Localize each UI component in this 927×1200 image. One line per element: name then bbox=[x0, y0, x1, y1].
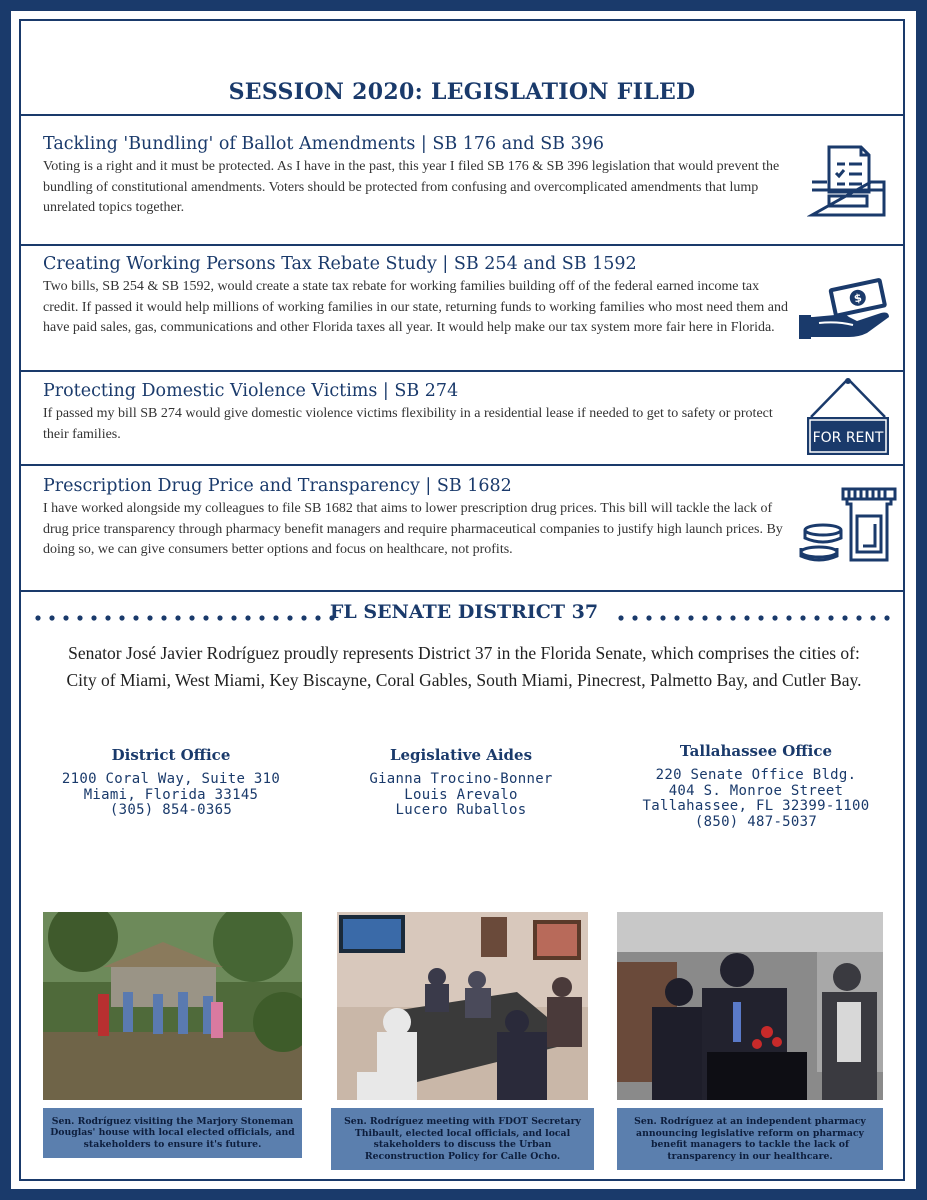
dotted-rule-right bbox=[618, 615, 898, 621]
dot bbox=[660, 615, 665, 620]
money-hand-icon bbox=[797, 277, 893, 344]
dot bbox=[786, 615, 791, 620]
photo-caption: Sen. Rodríguez visiting the Marjory Stoneman Douglas' house with local elected officials, and stakeholders to ensure it's future. bbox=[43, 1108, 302, 1158]
section-heading: Protecting Domestic Violence Victims | SB 274 bbox=[43, 381, 459, 401]
district-description: Senator José Javier Rodríguez proudly represents District 37 in the Florida Senate, which comprises the cities of: City of Miami, West Miami, Key Biscayne, Coral Gables, South Miami, Pinecrest, Palmetto Bay, and Cutler Bay. bbox=[66, 643, 862, 690]
ballot-box-icon bbox=[807, 144, 889, 223]
dot bbox=[646, 615, 651, 620]
divider bbox=[21, 244, 903, 246]
svg-text:$: $ bbox=[852, 291, 863, 306]
dot bbox=[884, 615, 889, 620]
address-line: 404 S. Monroe Street bbox=[668, 782, 844, 799]
legislative-aides bbox=[341, 746, 581, 819]
dot bbox=[842, 615, 847, 620]
dot bbox=[758, 615, 763, 620]
district-title: FL SENATE DISTRICT 37 bbox=[329, 601, 599, 623]
for-rent-label: FOR RENT bbox=[812, 430, 884, 446]
section-prescription-drugs bbox=[43, 475, 788, 561]
phone-number: (850) 487-5037 bbox=[694, 813, 818, 830]
dot bbox=[870, 615, 875, 620]
divider bbox=[21, 114, 903, 116]
section-tax-rebate bbox=[43, 253, 788, 339]
section-body: Voting is a right and it must be protected. As I have in the past, this year I filed SB 176 & SB 396 legislation that would prevent the bundling of constitutional amendments. Voters should be protected from confusing and overcomplicated amendments that lump unrelated topics together. bbox=[43, 159, 780, 215]
office-title: Legislative Aides bbox=[389, 746, 533, 764]
divider bbox=[21, 370, 903, 372]
photo-stoneman-douglas-house bbox=[43, 912, 302, 1100]
dot bbox=[702, 615, 707, 620]
page bbox=[11, 11, 916, 1189]
dot bbox=[674, 615, 679, 620]
section-heading: Tackling 'Bundling' of Ballot Amendments | SB 176 and SB 396 bbox=[43, 134, 605, 154]
dot bbox=[688, 615, 693, 620]
phone-number: (305) 854-0365 bbox=[109, 802, 233, 818]
for-rent-sign-icon bbox=[803, 377, 893, 464]
pill-bottle-icon bbox=[799, 486, 899, 569]
address-line: Tallahassee, FL 32399-1100 bbox=[642, 798, 870, 814]
section-body: I have worked alongside my colleagues to file SB 1682 that aims to lower prescription drug prices. This bill will tackle the lack of drug price transparency through pharmacy benefit managers and require pharmaceutical companies to justify high launch prices. By doing so, we can give consumers better options and focus on healthcare, not profits. bbox=[43, 501, 783, 557]
district-banner bbox=[35, 601, 893, 631]
page-title: SESSION 2020: LEGISLATION FILED bbox=[228, 79, 696, 105]
dot bbox=[744, 615, 749, 620]
dot bbox=[856, 615, 861, 620]
photo-caption: Sen. Rodríguez at an independent pharmacy announcing legislative reform on pharmacy benefit managers to tackle the lack of transparency in our healthcare. bbox=[617, 1108, 883, 1170]
dot bbox=[618, 615, 623, 620]
photo-fdot-meeting bbox=[337, 912, 588, 1100]
office-title: Tallahassee Office bbox=[679, 742, 833, 760]
dot bbox=[730, 615, 735, 620]
aide-name: Gianna Trocino-Bonner bbox=[369, 771, 553, 787]
dot bbox=[772, 615, 777, 620]
aide-name: Louis Arevalo bbox=[404, 786, 518, 803]
address-line: Miami, Florida 33145 bbox=[83, 786, 259, 803]
photo-caption: Sen. Rodríguez meeting with FDOT Secretary Thibault, elected local officials, and local stakeholders to discuss the Urban Reconstruction Policy for Calle Ocho. bbox=[331, 1108, 594, 1170]
section-heading: Creating Working Persons Tax Rebate Study | SB 254 and SB 1592 bbox=[43, 254, 637, 274]
dot bbox=[716, 615, 721, 620]
photo-pharmacy-announcement bbox=[617, 912, 883, 1100]
section-body: Two bills, SB 254 & SB 1592, would create a state tax rebate for working families building off of the federal earned income tax credit. If passed it would help millions of working families in our state, returning funds to working families who most need them and have paid sales, gas, communications and other Florida taxes all year. It would help make our tax system more fair here in Florida. bbox=[43, 279, 788, 335]
section-domestic-violence bbox=[43, 380, 788, 445]
tallahassee-office bbox=[631, 742, 881, 830]
divider bbox=[21, 590, 903, 592]
section-ballot-amendments bbox=[43, 133, 788, 219]
dot bbox=[800, 615, 805, 620]
section-body: If passed my bill SB 274 would give domestic violence victims flexibility in a residential lease if needed to get to safety or protect their families. bbox=[43, 406, 773, 442]
dot bbox=[814, 615, 819, 620]
office-title: District Office bbox=[111, 746, 231, 764]
aide-name: Lucero Ruballos bbox=[395, 802, 527, 818]
aides-list bbox=[341, 772, 581, 819]
content-frame bbox=[19, 19, 905, 1181]
district-office bbox=[41, 746, 301, 819]
dot bbox=[632, 615, 637, 620]
divider bbox=[21, 464, 903, 466]
section-heading: Prescription Drug Price and Transparency | SB 1682 bbox=[43, 476, 512, 496]
office-address bbox=[631, 768, 881, 830]
address-line: 2100 Coral Way, Suite 310 bbox=[61, 771, 281, 787]
office-address bbox=[41, 772, 301, 819]
dot bbox=[828, 615, 833, 620]
address-line: 220 Senate Office Bldg. bbox=[655, 767, 857, 783]
